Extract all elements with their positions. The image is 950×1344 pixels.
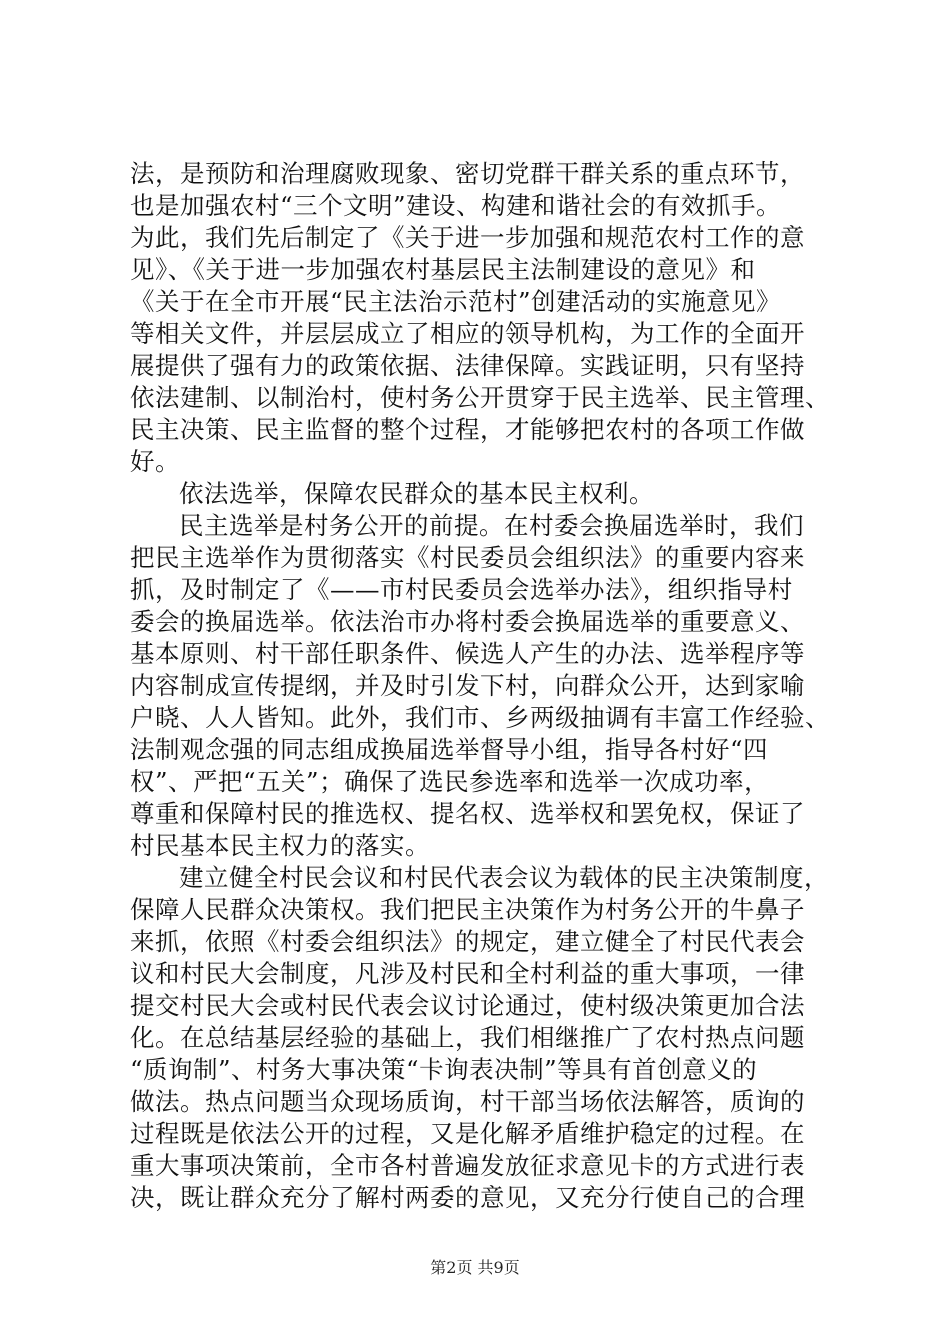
text-line: 基本原则、村干部任职条件、候选人产生的办法、选举程序等	[130, 639, 805, 668]
text-line: 依法建制、以制治村，使村务公开贯穿于民主选举、民主管理、	[130, 383, 830, 412]
text-line: 依法选举，保障农民群众的基本民主权利。	[179, 479, 654, 508]
text-line: 化。在总结基层经验的基础上，我们相继推广了农村热点问题	[130, 1023, 805, 1052]
page-footer: 第2页 共9页	[430, 1258, 520, 1277]
text-line: 委会的换届选举。依法治市办将村委会换届选举的重要意义、	[130, 607, 805, 636]
text-line: 《关于在全市开展“民主法治示范村”创建活动的实施意见》	[130, 287, 782, 316]
text-line: 见》、《关于进一步加强农村基层民主法制建设的意见》和	[130, 255, 756, 284]
text-line: 过程既是依法公开的过程，又是化解矛盾维护稳定的过程。在	[130, 1119, 805, 1148]
text-line: 等相关文件，并层层成立了相应的领导机构，为工作的全面开	[130, 319, 805, 348]
text-line: 议和村民大会制度，凡涉及村民和全村利益的重大事项，一律	[130, 959, 805, 988]
text-line: 抓，及时制定了《——市村民委员会选举办法》，组织指导村	[130, 575, 793, 604]
text-line: 为此，我们先后制定了《关于进一步加强和规范农村工作的意	[130, 223, 805, 252]
text-line: 村民基本民主权力的落实。	[130, 831, 430, 860]
text-line: 展提供了强有力的政策依据、法律保障。实践证明，只有坚持	[130, 351, 805, 380]
text-line: 建立健全村民会议和村民代表会议为载体的民主决策制度，	[179, 863, 829, 892]
document-body	[130, 158, 830, 1214]
text-line: 决，既让群众充分了解村两委的意见，又充分行使自己的合理	[130, 1183, 805, 1212]
text-line: “质询制”、村务大事决策“卡询表决制”等具有首创意义的	[130, 1055, 758, 1084]
text-line: 重大事项决策前，全市各村普遍发放征求意见卡的方式进行表	[130, 1151, 805, 1180]
text-line: 户晓、人人皆知。此外，我们市、乡两级抽调有丰富工作经验、	[130, 703, 830, 732]
text-line: 好。	[130, 447, 180, 476]
text-line: 权”、严把“五关”；确保了选民参选率和选举一次成功率，	[130, 767, 770, 796]
text-line: 提交村民大会或村民代表会议讨论通过，使村级决策更加合法	[130, 991, 805, 1020]
text-line: 民主选举是村务公开的前提。在村委会换届选举时，我们	[179, 511, 804, 540]
text-line: 做法。热点问题当众现场质询，村干部当场依法解答，质询的	[130, 1087, 805, 1116]
text-line: 尊重和保障村民的推选权、提名权、选举权和罢免权，保证了	[130, 799, 805, 828]
text-line: 来抓，依照《村委会组织法》的规定，建立健全了村民代表会	[130, 927, 805, 956]
text-line: 法，是预防和治理腐败现象、密切党群干群关系的重点环节，	[130, 159, 805, 188]
text-line: 民主决策、民主监督的整个过程，才能够把农村的各项工作做	[130, 415, 805, 444]
text-line: 法制观念强的同志组成换届选举督导小组，指导各村好“四	[130, 735, 769, 764]
text-line: 保障人民群众决策权。我们把民主决策作为村务公开的牛鼻子	[130, 895, 805, 924]
text-line: 也是加强农村“三个文明”建设、构建和谐社会的有效抓手。	[130, 191, 782, 220]
text-line: 内容制成宣传提纲，并及时引发下村，向群众公开，达到家喻	[130, 671, 805, 700]
text-line: 把民主选举作为贯彻落实《村民委员会组织法》的重要内容来	[130, 543, 805, 572]
